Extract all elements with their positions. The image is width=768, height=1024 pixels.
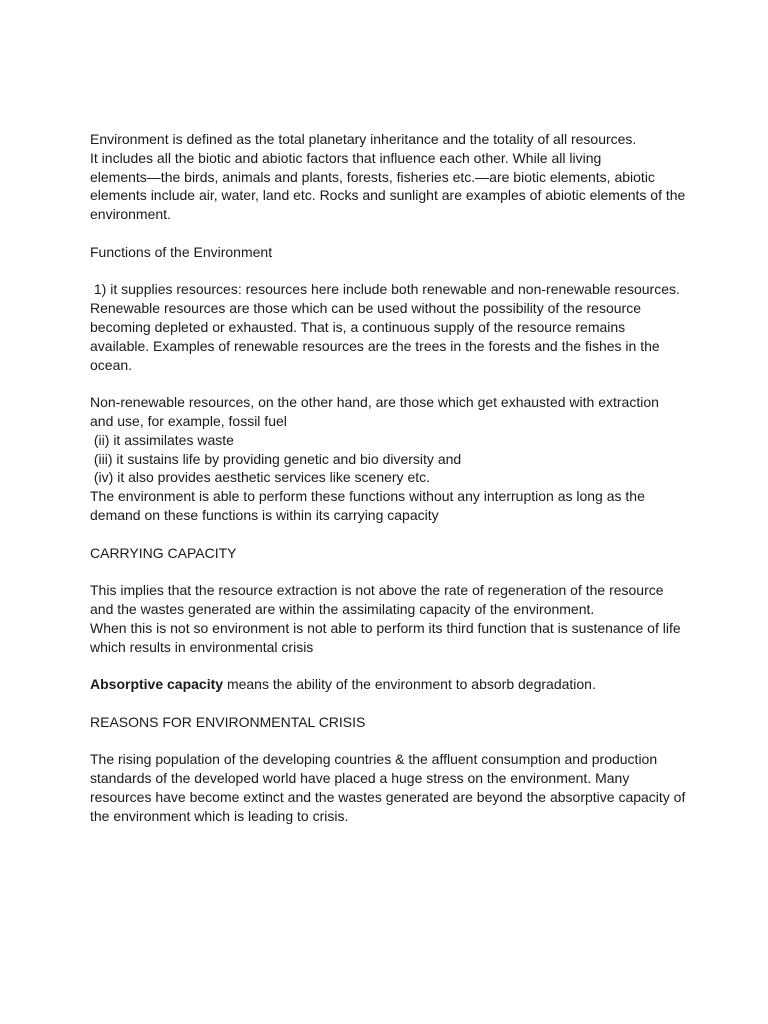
text-line: and use, for example, fossil fuel [90, 412, 287, 429]
text-line: The rising population of the developing countries & the affluent consumption and production [90, 751, 658, 768]
text-line: When this is not so environment is not able to perform its third function that is sustenance of life [90, 619, 681, 636]
text-line: becoming depleted or exhausted. That is, a continuous supply of the resource remains [90, 318, 626, 335]
absorptive-capacity-term: Absorptive capacity [90, 676, 224, 693]
paragraph-gap [90, 262, 690, 281]
paragraph-gap [90, 732, 690, 751]
paragraph-gap [90, 656, 690, 675]
reasons-heading: REASONS FOR ENVIRONMENTAL CRISIS [90, 713, 366, 730]
carrying-capacity-heading: CARRYING CAPACITY [90, 544, 237, 561]
text-line: elements include air, water, land etc. Rocks and sunlight are examples of abiotic elements of the [90, 187, 686, 204]
text-line: available. Examples of renewable resources are the trees in the forests and the fishes in the [90, 337, 660, 354]
paragraph-gap [90, 694, 690, 713]
text-line: (iii) it sustains life by providing genetic and bio diversity and [90, 450, 462, 467]
carrying-capacity-paragraph [90, 581, 690, 656]
paragraph-gap [90, 374, 690, 393]
nonrenewable-paragraph [90, 393, 690, 525]
text-line: 1) it supplies resources: resources here include both renewable and non-renewable resources. [90, 281, 680, 298]
function-one-paragraph [90, 280, 690, 374]
text-line: which results in environmental crisis [90, 638, 314, 655]
reasons-paragraph [90, 750, 690, 825]
paragraph-gap [90, 562, 690, 581]
text-line: Environment is defined as the total planetary inheritance and the totality of all resources. [90, 131, 637, 147]
text-line: It includes all the biotic and abiotic factors that influence each other. While all living [90, 149, 602, 166]
document-page [90, 130, 690, 825]
text-line: environment. [90, 206, 171, 223]
text-line: ocean. [90, 356, 133, 373]
paragraph-gap [90, 224, 690, 243]
text-line: (iv) it also provides aesthetic services like scenery etc. [90, 469, 431, 486]
text-line: This implies that the resource extraction is not above the rate of regeneration of the resource [90, 582, 664, 599]
absorptive-capacity-definition: means the ability of the environment to absorb degradation. [223, 676, 596, 693]
text-line: resources have become extinct and the wastes generated are beyond the absorptive capacity of [90, 788, 686, 805]
text-line: and the wastes generated are within the assimilating capacity of the environment. [90, 600, 595, 617]
text-line: The environment is able to perform these functions without any interruption as long as the [90, 488, 645, 505]
text-line: (ii) it assimilates waste [90, 431, 234, 448]
text-line: elements—the birds, animals and plants, forests, fisheries etc.—are biotic elements, abiotic [90, 168, 655, 185]
absorptive-capacity-paragraph [90, 675, 690, 694]
text-line: the environment which is leading to crisis. [90, 807, 349, 824]
text-line: Non-renewable resources, on the other hand, are those which get exhausted with extraction [90, 394, 659, 411]
text-line: Renewable resources are those which can be used without the possibility of the resource [90, 300, 641, 317]
text-line: demand on these functions is within its carrying capacity [90, 506, 439, 523]
intro-paragraph [90, 130, 690, 224]
functions-heading: Functions of the Environment [90, 243, 273, 260]
text-line: standards of the developed world have placed a huge stress on the environment. Many [90, 770, 630, 787]
paragraph-gap [90, 525, 690, 544]
